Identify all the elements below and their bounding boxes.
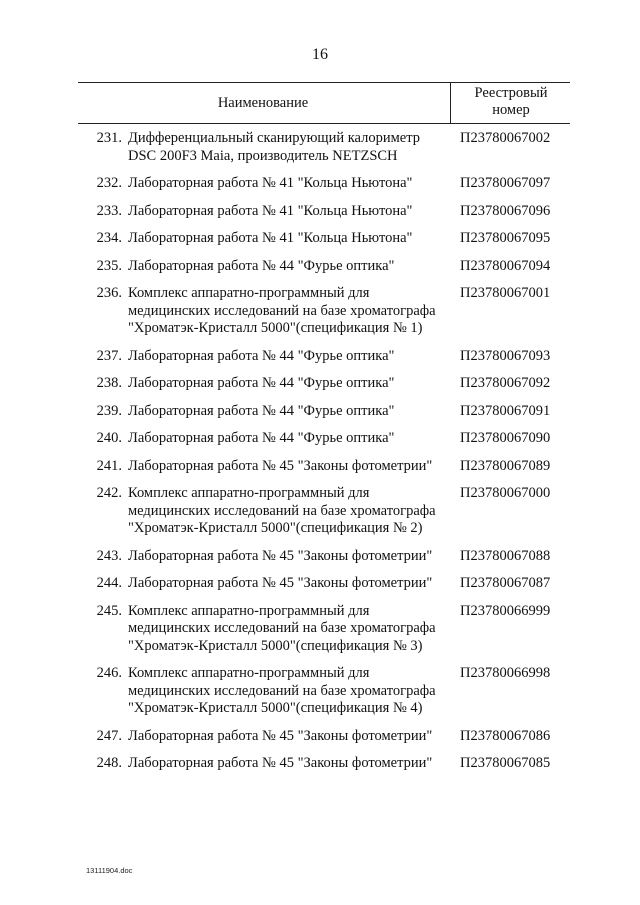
- row-registry-number: П23780066998: [460, 665, 551, 681]
- table-row: [78, 728, 570, 756]
- row-name-line: медицинских исследований на базе хроматографа: [128, 502, 436, 519]
- table-row: [78, 285, 570, 348]
- row-name-line: DSC 200F3 Maia, производитель NETZSCH: [128, 147, 398, 164]
- row-number: 242.: [96, 485, 122, 501]
- row-name-line: Лабораторная работа № 45 "Законы фотометрии": [128, 727, 433, 744]
- row-name: [128, 755, 462, 783]
- row-name-line: Лабораторная работа № 41 "Кольца Ньютона": [128, 175, 413, 191]
- row-name-line: Лабораторная работа № 44 "Фурье оптика": [128, 257, 395, 274]
- table-row: [78, 575, 570, 603]
- row-name-line: медицинских исследований на базе хроматографа: [128, 682, 436, 699]
- table-row: [78, 130, 570, 175]
- row-registry-number: П23780067091: [460, 402, 551, 419]
- row-number: 245.: [96, 602, 122, 619]
- row-name: [128, 665, 462, 728]
- row-name: [128, 258, 462, 286]
- row-name-line: Комплекс аппаратно-программный для: [128, 485, 370, 501]
- row-number: 237.: [96, 347, 122, 364]
- row-name: [128, 603, 462, 666]
- row-name-line: Лабораторная работа № 44 "Фурье оптика": [128, 402, 395, 419]
- header-name: Наименование: [217, 94, 309, 111]
- table-row: [78, 203, 570, 231]
- row-name-line: медицинских исследований на базе хроматографа: [128, 302, 436, 319]
- row-registry-number: П23780067092: [460, 375, 551, 391]
- row-name-line: Дифференциальный сканирующий калориметр: [128, 130, 420, 146]
- table-row: [78, 175, 570, 203]
- row-name-line: "Хроматэк-Кристалл 5000"(спецификация № 1): [128, 320, 423, 336]
- row-name-line: Лабораторная работа № 44 "Фурье оптика": [128, 430, 395, 446]
- row-name: [128, 728, 462, 756]
- row-name-line: "Хроматэк-Кристалл 5000"(спецификация № 3): [128, 637, 423, 654]
- table-row: [78, 403, 570, 431]
- row-name: [128, 485, 462, 548]
- row-registry-number: П23780067095: [460, 230, 551, 246]
- row-name: [128, 458, 462, 486]
- row-name: [128, 130, 462, 175]
- row-name: [128, 230, 462, 258]
- row-name-line: Лабораторная работа № 45 "Законы фотометрии": [128, 457, 433, 474]
- row-number: 233.: [96, 202, 122, 219]
- row-name-line: Лабораторная работа № 44 "Фурье оптика": [128, 375, 395, 391]
- row-number: 239.: [96, 402, 122, 419]
- header-registry-line2: номер: [492, 102, 530, 118]
- table-row: [78, 458, 570, 486]
- row-registry-number: П23780067002: [460, 130, 551, 146]
- row-registry-number: П23780067089: [460, 457, 551, 474]
- row-number: 238.: [96, 375, 122, 391]
- row-registry-number: П23780067090: [460, 430, 551, 446]
- row-registry-number: П23780067096: [460, 202, 551, 219]
- row-name: [128, 348, 462, 376]
- table-row: [78, 258, 570, 286]
- row-number: 240.: [96, 430, 122, 446]
- header-registry: [452, 85, 570, 119]
- row-name-line: медицинских исследований на базе хроматографа: [128, 620, 436, 636]
- row-name-line: Лабораторная работа № 41 "Кольца Ньютона": [128, 230, 413, 246]
- page-number: 16: [312, 46, 328, 63]
- row-number: 247.: [96, 727, 122, 744]
- row-registry-number: П23780067093: [460, 347, 551, 364]
- row-registry-number: П23780067087: [460, 575, 551, 591]
- table-row: [78, 348, 570, 376]
- row-number: 231.: [96, 130, 122, 146]
- table-row: [78, 665, 570, 728]
- table-row: [78, 548, 570, 576]
- row-name-line: Лабораторная работа № 45 "Законы фотометрии": [128, 755, 433, 771]
- row-number: 241.: [96, 457, 122, 474]
- row-name: [128, 375, 462, 403]
- row-number: 244.: [96, 575, 122, 591]
- table-row: [78, 230, 570, 258]
- row-number: 246.: [96, 665, 122, 681]
- row-name-line: "Хроматэк-Кристалл 5000"(спецификация № 4): [128, 700, 423, 716]
- row-name-line: Комплекс аппаратно-программный для: [128, 602, 370, 619]
- row-number: 234.: [96, 230, 122, 246]
- header-registry-line1: Реестровый: [474, 85, 548, 101]
- row-name-line: Лабораторная работа № 41 "Кольца Ньютона": [128, 202, 413, 219]
- footer-filename: 13111904.doc: [86, 866, 133, 875]
- row-name-line: Комплекс аппаратно-программный для: [128, 285, 370, 301]
- table-row: [78, 755, 570, 783]
- row-name: [128, 403, 462, 431]
- row-name: [128, 175, 462, 203]
- row-name-line: Лабораторная работа № 44 "Фурье оптика": [128, 347, 395, 364]
- row-registry-number: П23780067088: [460, 547, 551, 564]
- row-registry-number: П23780067000: [460, 485, 551, 501]
- row-registry-number: П23780067097: [460, 175, 551, 191]
- row-registry-number: П23780067094: [460, 257, 551, 274]
- table-row: [78, 430, 570, 458]
- row-name: [128, 575, 462, 603]
- row-name-line: Лабораторная работа № 45 "Законы фотометрии": [128, 547, 433, 564]
- row-name: [128, 285, 462, 348]
- table-body: [78, 130, 570, 783]
- row-name-line: Комплекс аппаратно-программный для: [128, 665, 370, 681]
- row-number: 232.: [96, 175, 122, 191]
- row-number: 248.: [96, 755, 122, 771]
- row-name: [128, 430, 462, 458]
- row-registry-number: П23780067086: [460, 727, 551, 744]
- row-name-line: "Хроматэк-Кристалл 5000"(спецификация № 2): [128, 520, 423, 536]
- row-number: 243.: [96, 547, 122, 564]
- row-name: [128, 548, 462, 576]
- table-row: [78, 485, 570, 548]
- table-row: [78, 375, 570, 403]
- row-name: [128, 203, 462, 231]
- row-number: 236.: [96, 285, 122, 301]
- row-number: 235.: [96, 257, 122, 274]
- row-registry-number: П23780066999: [460, 602, 551, 619]
- row-registry-number: П23780067085: [460, 755, 551, 771]
- row-registry-number: П23780067001: [460, 285, 551, 301]
- row-name-line: Лабораторная работа № 45 "Законы фотометрии": [128, 575, 433, 591]
- table-header: [78, 82, 570, 124]
- table-row: [78, 603, 570, 666]
